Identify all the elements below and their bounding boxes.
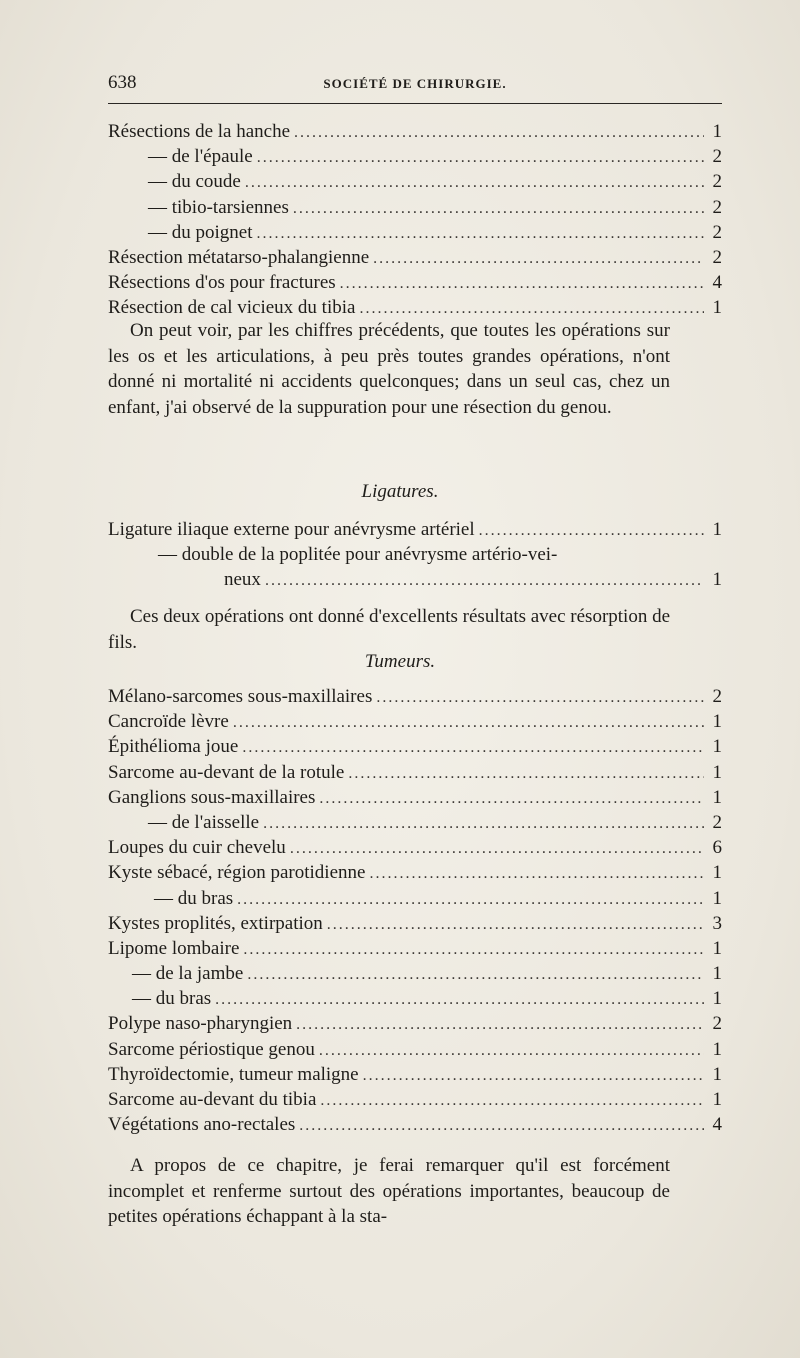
resections-list — [108, 121, 722, 323]
ligatures-list — [108, 519, 722, 595]
list-item: — du bras ..... 1 — [108, 888, 722, 913]
list-item: Sarcome au-devant du tibia ..... 1 — [108, 1089, 722, 1114]
list-item: — de la jambe ..... 1 — [108, 963, 722, 988]
list-item: Kyste sébacé, région parotidienne ..... 1 — [108, 862, 722, 887]
paragraph-ligatures: Ces deux opérations ont donné d'excellents résultats avec résorption de fils. — [108, 606, 671, 653]
list-item: — du poignet ..... 2 — [108, 222, 722, 247]
list-item: Thyroïdectomie, tumeur maligne ..... 1 — [108, 1064, 722, 1089]
list-item: Ligature iliaque externe pour anévrysme artériel ..... 1 — [108, 519, 722, 544]
list-item: Kystes proplités, extirpation ..... 3 — [108, 913, 722, 938]
list-item: — de l'aisselle ..... 2 — [108, 812, 722, 837]
list-item: — double de la poplitée pour anévrysme artério-vei- — [158, 544, 558, 566]
header-rule — [108, 103, 722, 104]
page-number: 638 — [108, 72, 137, 93]
list-item: Résection métatarso-phalangienne ..... 2 — [108, 247, 722, 272]
list-item: Végétations ano-rectales ..... 4 — [108, 1114, 722, 1139]
section-heading-tumeurs: Tumeurs. — [364, 651, 436, 672]
list-item: Sarcome périostique genou ..... 1 — [108, 1039, 722, 1064]
list-item: Cancroïde lèvre ..... 1 — [108, 711, 722, 736]
paragraph-chapter-note: A propos de ce chapitre, je ferai remarquer qu'il est forcément incomplet et renferme surtout des opérations importantes, beaucoup de petites opérations échappant à la sta- — [108, 1155, 670, 1227]
list-item: Résections d'os pour fractures ..... 4 — [108, 272, 722, 297]
section-heading-ligatures: Ligatures. — [361, 481, 439, 502]
page-header — [108, 72, 722, 96]
tumeurs-list — [108, 686, 722, 1139]
list-item: Résection de cal vicieux du tibia ..... 1 — [108, 297, 722, 322]
list-item: — de l'épaule ..... 2 — [108, 146, 722, 171]
list-item: Résections de la hanche ..... 1 — [108, 121, 722, 146]
list-item: Mélano-sarcomes sous-maxillaires ..... 2 — [108, 686, 722, 711]
list-item: Loupes du cuir chevelu ..... 6 — [108, 837, 722, 862]
running-title: SOCIÉTÉ DE CHIRURGIE. — [323, 76, 507, 91]
list-item: Épithélioma joue ..... 1 — [108, 736, 722, 761]
list-item: Ganglions sous-maxillaires ..... 1 — [108, 787, 722, 812]
list-item: Lipome lombaire ..... 1 — [108, 938, 722, 963]
list-item: — du bras ..... 1 — [108, 988, 722, 1013]
list-item: — du coude ..... 2 — [108, 171, 722, 196]
list-item: — tibio-tarsiennes ..... 2 — [108, 197, 722, 222]
paragraph-results: On peut voir, par les chiffres précédents, que toutes les opérations sur les os et les articulations, à peu près toutes grandes opérations, n'ont donné ni mortalité ni accidents quelconques; dans un seul cas, chez un enfant, j'ai observé de la suppuration pour une résection du genou. — [108, 320, 670, 418]
list-item: Polype naso-pharyngien ..... 2 — [108, 1013, 722, 1038]
list-item: neux ..... 1 — [108, 569, 722, 594]
list-item: Sarcome au-devant de la rotule ..... 1 — [108, 762, 722, 787]
